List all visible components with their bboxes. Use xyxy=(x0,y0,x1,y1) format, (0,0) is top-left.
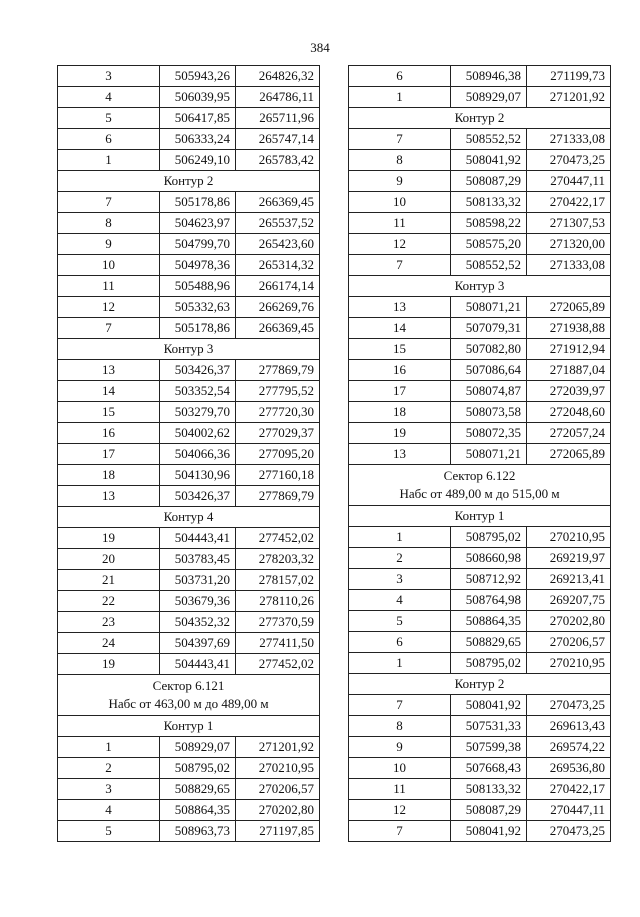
table-row xyxy=(349,129,611,150)
coordinate-y: 265747,14 xyxy=(236,129,320,150)
contour-header-row xyxy=(58,507,320,528)
point-number: 5 xyxy=(58,108,160,129)
point-number: 5 xyxy=(349,611,451,632)
coordinate-y: 271199,73 xyxy=(527,66,611,87)
point-number: 20 xyxy=(58,549,160,570)
coordinate-y: 265711,96 xyxy=(236,108,320,129)
coordinate-y: 270206,57 xyxy=(236,779,320,800)
point-number: 15 xyxy=(349,339,451,360)
point-number: 8 xyxy=(349,150,451,171)
header-line: Контур 2 xyxy=(454,110,505,125)
coordinate-y: 278203,32 xyxy=(236,549,320,570)
table-row xyxy=(58,633,320,654)
coordinate-x: 503352,54 xyxy=(160,381,236,402)
point-number: 17 xyxy=(58,444,160,465)
point-number: 8 xyxy=(58,213,160,234)
coordinate-y: 269536,80 xyxy=(527,758,611,779)
table-row xyxy=(349,758,611,779)
coordinate-y: 270210,95 xyxy=(527,653,611,674)
table-row xyxy=(349,444,611,465)
coordinate-y: 271333,08 xyxy=(527,255,611,276)
coordinate-y: 277370,59 xyxy=(236,612,320,633)
point-number: 9 xyxy=(349,737,451,758)
coordinate-x: 508575,20 xyxy=(451,234,527,255)
table-row xyxy=(58,276,320,297)
coordinate-y: 277869,79 xyxy=(236,486,320,507)
header-line: Сектор 6.122 xyxy=(443,468,516,483)
coordinate-y: 272065,89 xyxy=(527,444,611,465)
point-number: 13 xyxy=(58,486,160,507)
coordinate-x: 508946,38 xyxy=(451,66,527,87)
contour-header xyxy=(349,108,611,129)
table-row xyxy=(58,402,320,423)
point-number: 7 xyxy=(349,255,451,276)
coordinate-x: 508041,92 xyxy=(451,150,527,171)
coordinate-y: 272039,97 xyxy=(527,381,611,402)
coordinate-y: 270202,80 xyxy=(236,800,320,821)
coordinate-x: 508764,98 xyxy=(451,590,527,611)
coordinate-y: 271197,85 xyxy=(236,821,320,842)
table-row xyxy=(349,318,611,339)
header-line: Контур 2 xyxy=(454,676,505,691)
coordinate-y: 266174,14 xyxy=(236,276,320,297)
coordinate-y: 266269,76 xyxy=(236,297,320,318)
coordinate-y: 265314,32 xyxy=(236,255,320,276)
table-row xyxy=(349,360,611,381)
sector-header-row xyxy=(349,465,611,506)
table-row xyxy=(349,527,611,548)
point-number: 8 xyxy=(349,716,451,737)
coordinate-x: 508041,92 xyxy=(451,695,527,716)
point-number: 14 xyxy=(349,318,451,339)
coordinate-y: 269613,43 xyxy=(527,716,611,737)
coordinates-table-right xyxy=(348,65,611,842)
point-number: 3 xyxy=(58,66,160,87)
table-row xyxy=(58,234,320,255)
point-number: 11 xyxy=(349,779,451,800)
coordinate-y: 270473,25 xyxy=(527,150,611,171)
point-number: 24 xyxy=(58,633,160,654)
point-number: 13 xyxy=(349,444,451,465)
header-line: Набс от 463,00 м до 489,00 м xyxy=(108,696,269,711)
table-row xyxy=(58,549,320,570)
point-number: 7 xyxy=(58,192,160,213)
coordinate-x: 508795,02 xyxy=(451,527,527,548)
table-row xyxy=(58,213,320,234)
table-row xyxy=(58,381,320,402)
table-row xyxy=(349,821,611,842)
table-row xyxy=(58,87,320,108)
coordinate-y: 271887,04 xyxy=(527,360,611,381)
coordinate-x: 507086,64 xyxy=(451,360,527,381)
table-row xyxy=(349,548,611,569)
header-line: Набс от 489,00 м до 515,00 м xyxy=(399,486,560,501)
coordinate-y: 271307,53 xyxy=(527,213,611,234)
coordinate-x: 508660,98 xyxy=(451,548,527,569)
coordinate-x: 508598,22 xyxy=(451,213,527,234)
point-number: 3 xyxy=(349,569,451,590)
point-number: 19 xyxy=(349,423,451,444)
point-number: 18 xyxy=(58,465,160,486)
table-row xyxy=(349,213,611,234)
coordinate-y: 265537,52 xyxy=(236,213,320,234)
coordinate-y: 269219,97 xyxy=(527,548,611,569)
point-number: 2 xyxy=(58,758,160,779)
coordinate-x: 504002,62 xyxy=(160,423,236,444)
coordinate-x: 504978,36 xyxy=(160,255,236,276)
coordinate-y: 270202,80 xyxy=(527,611,611,632)
table-row xyxy=(58,192,320,213)
coordinate-y: 269574,22 xyxy=(527,737,611,758)
coordinate-x: 506249,10 xyxy=(160,150,236,171)
coordinate-x: 508864,35 xyxy=(451,611,527,632)
point-number: 7 xyxy=(349,129,451,150)
point-number: 15 xyxy=(58,402,160,423)
table-row xyxy=(349,339,611,360)
coordinate-y: 272065,89 xyxy=(527,297,611,318)
point-number: 9 xyxy=(58,234,160,255)
table-row xyxy=(349,297,611,318)
point-number: 11 xyxy=(58,276,160,297)
table-row xyxy=(58,465,320,486)
coordinate-y: 270473,25 xyxy=(527,821,611,842)
point-number: 3 xyxy=(58,779,160,800)
coordinate-x: 506333,24 xyxy=(160,129,236,150)
coordinate-x: 508074,87 xyxy=(451,381,527,402)
point-number: 7 xyxy=(58,318,160,339)
header-line: Сектор 6.121 xyxy=(152,678,225,693)
coordinate-x: 508795,02 xyxy=(160,758,236,779)
point-number: 13 xyxy=(58,360,160,381)
coordinate-y: 277452,02 xyxy=(236,528,320,549)
point-number: 5 xyxy=(58,821,160,842)
table-row xyxy=(58,360,320,381)
coordinate-y: 265783,42 xyxy=(236,150,320,171)
coordinate-y: 264786,11 xyxy=(236,87,320,108)
coordinate-y: 277720,30 xyxy=(236,402,320,423)
table-row xyxy=(349,66,611,87)
table-row xyxy=(349,423,611,444)
coordinate-x: 508929,07 xyxy=(451,87,527,108)
coordinate-x: 508087,29 xyxy=(451,800,527,821)
coordinate-y: 264826,32 xyxy=(236,66,320,87)
table-row xyxy=(58,318,320,339)
coordinate-x: 508829,65 xyxy=(160,779,236,800)
sector-header xyxy=(58,675,320,716)
coordinate-y: 277029,37 xyxy=(236,423,320,444)
coordinate-y: 271320,00 xyxy=(527,234,611,255)
point-number: 19 xyxy=(58,654,160,675)
table-row xyxy=(349,171,611,192)
table-row xyxy=(58,150,320,171)
coordinate-y: 278110,26 xyxy=(236,591,320,612)
point-number: 6 xyxy=(349,66,451,87)
coordinate-x: 506039,95 xyxy=(160,87,236,108)
coordinate-x: 507079,31 xyxy=(451,318,527,339)
coordinate-x: 508929,07 xyxy=(160,737,236,758)
coordinate-x: 508963,73 xyxy=(160,821,236,842)
point-number: 9 xyxy=(349,171,451,192)
point-number: 6 xyxy=(58,129,160,150)
coordinate-x: 508552,52 xyxy=(451,255,527,276)
table-row xyxy=(58,486,320,507)
coordinate-y: 277411,50 xyxy=(236,633,320,654)
point-number: 10 xyxy=(349,192,451,213)
point-number: 1 xyxy=(349,527,451,548)
table-row xyxy=(349,737,611,758)
header-line: Контур 1 xyxy=(454,508,505,523)
table-row xyxy=(349,716,611,737)
coordinate-y: 270473,25 xyxy=(527,695,611,716)
coordinate-y: 270210,95 xyxy=(527,527,611,548)
contour-header-row xyxy=(349,108,611,129)
coordinate-y: 269213,41 xyxy=(527,569,611,590)
coordinate-x: 508087,29 xyxy=(451,171,527,192)
coordinate-x: 508073,58 xyxy=(451,402,527,423)
coordinate-x: 508072,35 xyxy=(451,423,527,444)
contour-header-row xyxy=(349,674,611,695)
table-row xyxy=(58,570,320,591)
coordinate-y: 277869,79 xyxy=(236,360,320,381)
contour-header xyxy=(349,674,611,695)
table-row xyxy=(349,234,611,255)
point-number: 16 xyxy=(349,360,451,381)
coordinate-x: 508071,21 xyxy=(451,297,527,318)
point-number: 4 xyxy=(58,87,160,108)
coordinate-x: 503279,70 xyxy=(160,402,236,423)
coordinate-y: 277095,20 xyxy=(236,444,320,465)
contour-header-row xyxy=(58,171,320,192)
coordinate-x: 507531,33 xyxy=(451,716,527,737)
coordinate-x: 508071,21 xyxy=(451,444,527,465)
header-line: Контур 3 xyxy=(454,278,505,293)
coordinate-x: 504443,41 xyxy=(160,654,236,675)
coordinate-y: 270447,11 xyxy=(527,800,611,821)
coordinate-y: 272057,24 xyxy=(527,423,611,444)
table-row xyxy=(58,800,320,821)
table-row xyxy=(58,779,320,800)
coordinate-y: 270210,95 xyxy=(236,758,320,779)
table-row xyxy=(58,297,320,318)
table-row xyxy=(349,255,611,276)
table-row xyxy=(349,611,611,632)
coordinate-x: 504130,96 xyxy=(160,465,236,486)
coordinate-x: 503679,36 xyxy=(160,591,236,612)
point-number: 7 xyxy=(349,695,451,716)
coordinate-y: 270447,11 xyxy=(527,171,611,192)
contour-header-row xyxy=(349,506,611,527)
table-row xyxy=(349,87,611,108)
point-number: 11 xyxy=(349,213,451,234)
contour-header xyxy=(349,506,611,527)
table-row xyxy=(58,737,320,758)
coordinate-x: 508041,92 xyxy=(451,821,527,842)
table-row xyxy=(349,653,611,674)
point-number: 1 xyxy=(349,87,451,108)
table-row xyxy=(58,612,320,633)
coordinate-x: 503426,37 xyxy=(160,486,236,507)
header-line: Контур 1 xyxy=(163,718,214,733)
coordinate-x: 508795,02 xyxy=(451,653,527,674)
point-number: 12 xyxy=(349,800,451,821)
coordinate-x: 508133,32 xyxy=(451,779,527,800)
coordinate-x: 504623,97 xyxy=(160,213,236,234)
table-row xyxy=(349,402,611,423)
table-row xyxy=(58,444,320,465)
point-number: 14 xyxy=(58,381,160,402)
coordinate-y: 277160,18 xyxy=(236,465,320,486)
coordinate-y: 277795,52 xyxy=(236,381,320,402)
coordinate-y: 269207,75 xyxy=(527,590,611,611)
coordinate-y: 266369,45 xyxy=(236,192,320,213)
point-number: 10 xyxy=(349,758,451,779)
coordinate-x: 508864,35 xyxy=(160,800,236,821)
table-row xyxy=(58,66,320,87)
point-number: 4 xyxy=(349,590,451,611)
table-row xyxy=(349,779,611,800)
table-row xyxy=(58,108,320,129)
sector-header-row xyxy=(58,675,320,716)
coordinate-x: 503783,45 xyxy=(160,549,236,570)
table-row xyxy=(349,800,611,821)
coordinate-x: 508552,52 xyxy=(451,129,527,150)
table-row xyxy=(349,569,611,590)
header-line: Контур 4 xyxy=(163,509,214,524)
contour-header-row xyxy=(58,716,320,737)
header-line: Контур 3 xyxy=(163,341,214,356)
contour-header xyxy=(58,507,320,528)
table-row xyxy=(58,758,320,779)
coordinate-x: 505943,26 xyxy=(160,66,236,87)
point-number: 1 xyxy=(58,150,160,171)
coordinates-table-left xyxy=(57,65,320,842)
coordinate-x: 505488,96 xyxy=(160,276,236,297)
point-number: 6 xyxy=(349,632,451,653)
point-number: 23 xyxy=(58,612,160,633)
coordinate-x: 504352,32 xyxy=(160,612,236,633)
table-row xyxy=(58,528,320,549)
contour-header xyxy=(58,171,320,192)
header-line: Контур 2 xyxy=(163,173,214,188)
contour-header xyxy=(349,276,611,297)
table-row xyxy=(349,632,611,653)
point-number: 17 xyxy=(349,381,451,402)
table-row xyxy=(58,129,320,150)
point-number: 1 xyxy=(349,653,451,674)
coordinate-y: 266369,45 xyxy=(236,318,320,339)
coordinate-x: 507668,43 xyxy=(451,758,527,779)
coordinate-x: 507082,80 xyxy=(451,339,527,360)
coordinate-x: 504443,41 xyxy=(160,528,236,549)
point-number: 4 xyxy=(58,800,160,821)
page-number: 384 xyxy=(310,40,330,55)
point-number: 13 xyxy=(349,297,451,318)
coordinate-y: 270422,17 xyxy=(527,779,611,800)
coordinate-y: 272048,60 xyxy=(527,402,611,423)
point-number: 12 xyxy=(349,234,451,255)
coordinate-x: 503426,37 xyxy=(160,360,236,381)
table-row xyxy=(58,591,320,612)
coordinate-x: 505332,63 xyxy=(160,297,236,318)
coordinate-y: 277452,02 xyxy=(236,654,320,675)
point-number: 1 xyxy=(58,737,160,758)
table-row xyxy=(58,255,320,276)
table-row xyxy=(58,423,320,444)
point-number: 2 xyxy=(349,548,451,569)
coordinate-x: 508712,92 xyxy=(451,569,527,590)
coordinate-x: 506417,85 xyxy=(160,108,236,129)
coordinate-x: 505178,86 xyxy=(160,318,236,339)
coordinate-y: 265423,60 xyxy=(236,234,320,255)
coordinate-x: 504066,36 xyxy=(160,444,236,465)
point-number: 22 xyxy=(58,591,160,612)
point-number: 12 xyxy=(58,297,160,318)
coordinate-y: 278157,02 xyxy=(236,570,320,591)
coordinate-y: 271912,94 xyxy=(527,339,611,360)
sector-header xyxy=(349,465,611,506)
contour-header-row xyxy=(349,276,611,297)
point-number: 10 xyxy=(58,255,160,276)
contour-header xyxy=(58,716,320,737)
coordinate-y: 270422,17 xyxy=(527,192,611,213)
point-number: 18 xyxy=(349,402,451,423)
table-row xyxy=(349,192,611,213)
table-row xyxy=(349,590,611,611)
table-row xyxy=(349,695,611,716)
coordinate-x: 503731,20 xyxy=(160,570,236,591)
table-row xyxy=(58,654,320,675)
point-number: 16 xyxy=(58,423,160,444)
coordinate-y: 271938,88 xyxy=(527,318,611,339)
coordinate-x: 507599,38 xyxy=(451,737,527,758)
point-number: 21 xyxy=(58,570,160,591)
table-row xyxy=(349,381,611,402)
point-number: 19 xyxy=(58,528,160,549)
coordinate-y: 271201,92 xyxy=(236,737,320,758)
contour-header xyxy=(58,339,320,360)
table-row xyxy=(58,821,320,842)
contour-header-row xyxy=(58,339,320,360)
coordinate-y: 271201,92 xyxy=(527,87,611,108)
coordinate-x: 508829,65 xyxy=(451,632,527,653)
coordinate-x: 504397,69 xyxy=(160,633,236,654)
coordinate-y: 270206,57 xyxy=(527,632,611,653)
coordinate-y: 271333,08 xyxy=(527,129,611,150)
coordinate-x: 508133,32 xyxy=(451,192,527,213)
point-number: 7 xyxy=(349,821,451,842)
coordinate-x: 505178,86 xyxy=(160,192,236,213)
coordinate-x: 504799,70 xyxy=(160,234,236,255)
table-row xyxy=(349,150,611,171)
